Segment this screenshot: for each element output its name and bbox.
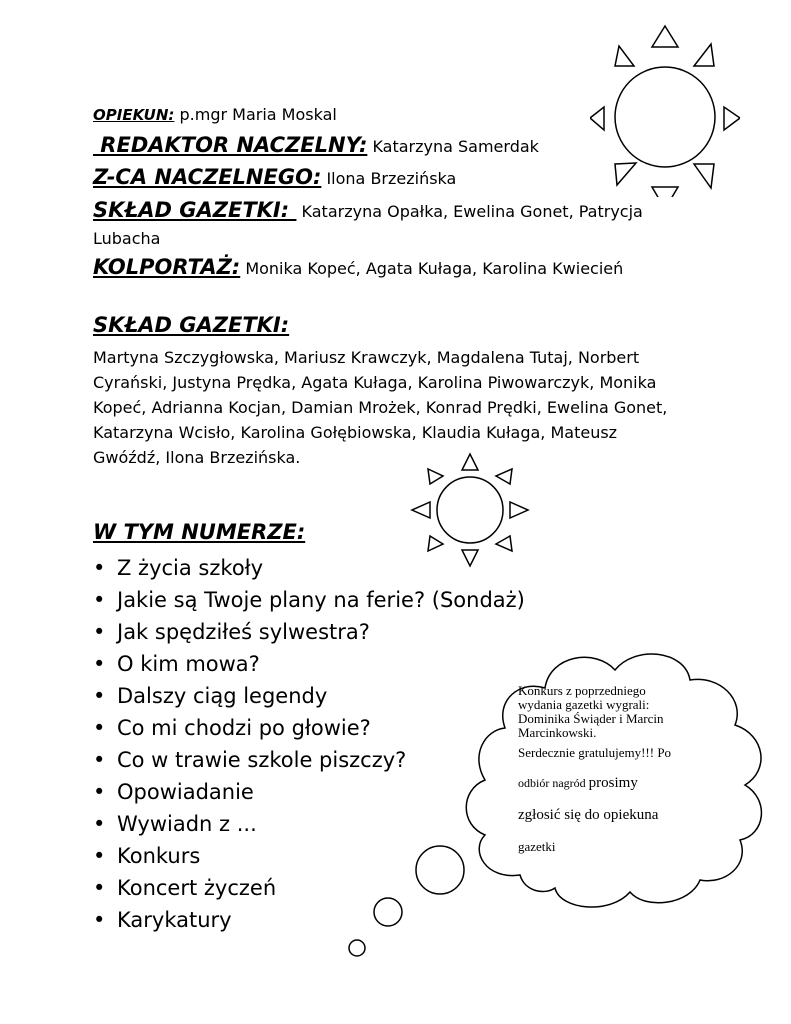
sklad-value-continued: Lubacha [93,229,161,248]
cloud-line: wydania gazetki wygrali: [518,697,650,712]
cloud-line: Konkurs z poprzedniego [518,684,646,698]
list-item: • Jak spędziłeś sylwestra? [93,616,525,648]
sklad-label: SKŁAD GAZETKI: [93,198,297,222]
cloud-line [518,776,708,790]
zca-line [93,165,456,189]
opiekun-value: p.mgr Maria Moskal [179,105,337,124]
zca-value: Ilona Brzezińska [326,169,457,188]
cloud-line: Dominika Świąder i Marcin [518,711,664,726]
kolportaz-value: Monika Kopeć, Agata Kułaga, Karolina Kwiecień [245,259,624,278]
cloud-line: Serdecznie gratulujemy!!! Po [518,745,672,760]
cloud-line-part: odbiór nagród [518,776,589,790]
list-item: • Dalszy ciąg legendy [93,680,525,712]
cloud-line-part: prosimy [588,775,638,791]
team-member-list [93,345,713,470]
redaktor-value: Katarzyna Samerdak [372,137,539,156]
list-item: • Z życia szkoły [93,552,525,584]
opiekun-label: OPIEKUN: [93,106,175,124]
redaktor-label: REDAKTOR NACZELNY: [93,133,368,157]
sklad-line [93,198,643,222]
list-item: • Konkurs [93,840,525,872]
kolportaz-line [93,255,623,279]
list-item: • Jakie są Twoje plany na ferie? (Sondaż) [93,584,525,616]
zca-label: Z-CA NACZELNEGO: [93,165,322,189]
opiekun-line [93,105,337,124]
list-item: • Wywiadn z ... [93,808,525,840]
team-heading: SKŁAD GAZETKI: [93,313,290,337]
kolportaz-label: KOLPORTAŻ: [93,255,241,279]
cloud-line: Marcinkowski. [518,725,597,740]
sun-icon-large [590,22,740,197]
team-line: Katarzyna Wcisło, Karolina Gołębiowska, Klaudia Kułaga, Mateusz [93,423,618,442]
list-item: • O kim mowa? [93,648,525,680]
list-item: • Karykatury [93,904,525,936]
team-line: Kopeć, Adrianna Kocjan, Damian Mrożek, Konrad Prędki, Ewelina Gonet, [93,398,668,417]
list-item: • Koncert życzeń [93,872,525,904]
list-item: • Co w trawie szkole piszczy? [93,744,525,776]
contents-heading: W TYM NUMERZE: [93,520,306,544]
list-item: • Co mi chodzi po głowie? [93,712,525,744]
cloud-line: zgłosić się do opiekuna [518,807,659,823]
contents-list [93,552,525,936]
list-item: • Opowiadanie [93,776,525,808]
redaktor-line [93,133,539,157]
sklad-value: Katarzyna Opałka, Ewelina Gonet, Patrycja [301,202,643,221]
cloud-line: gazetki [518,839,556,854]
team-line: Cyrański, Justyna Prędka, Agata Kułaga, Karolina Piwowarczyk, Monika [93,373,657,392]
cloud-message [518,684,708,856]
team-line: Gwóźdź, Ilona Brzezińska. [93,448,301,467]
team-line: Martyna Szczygłowska, Mariusz Krawczyk, Magdalena Tutaj, Norbert [93,348,640,367]
